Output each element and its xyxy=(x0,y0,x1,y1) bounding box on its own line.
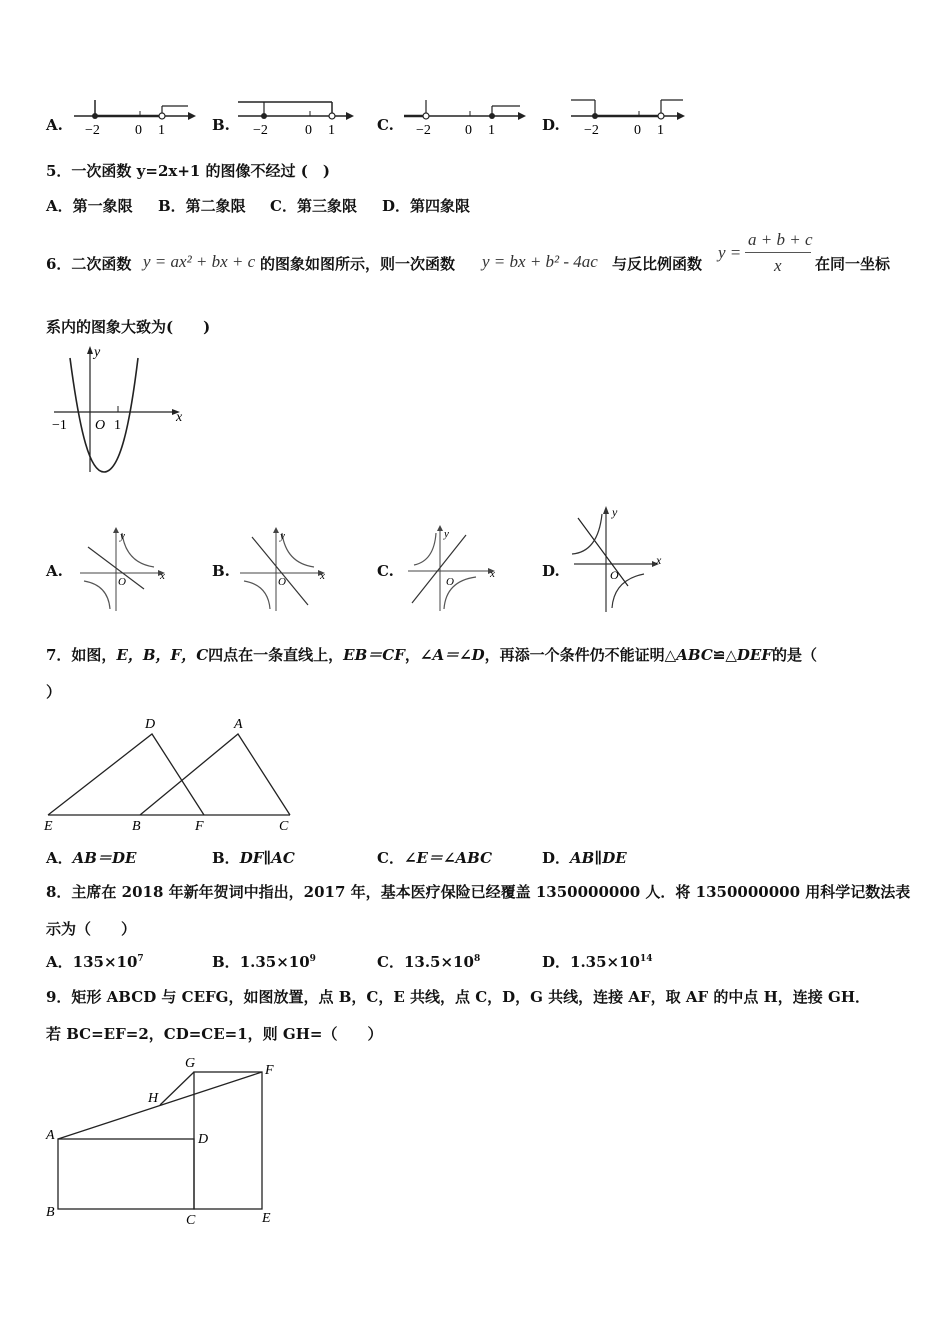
q6-option-c-graph xyxy=(404,525,504,615)
q9-stem-line2: 若 BC=EF=2，CD=CE=1，则 GH=（ ） xyxy=(46,1025,383,1043)
q8-option-d[interactable]: D．$1.35\times 10^{14}$ xyxy=(542,953,653,971)
q6-inverse-numerator: a + b + c xyxy=(748,230,813,249)
q6-line2: 系内的图象大致为( ) xyxy=(46,318,211,336)
svg-text:O: O xyxy=(118,576,126,588)
svg-text:−2: −2 xyxy=(584,123,599,138)
q7-option-c[interactable]: C．∠E＝∠ABC xyxy=(377,849,493,867)
q8-option-c[interactable]: C．$13.5\times 10^8$ xyxy=(377,953,481,971)
svg-text:O: O xyxy=(278,576,286,588)
svg-text:O: O xyxy=(95,418,106,433)
q5-stem: 5．一次函数 y=2x+1 的图像不经过 ( ) xyxy=(46,162,330,180)
q6-inverse-lhs: y = xyxy=(718,243,742,262)
svg-text:y: y xyxy=(94,345,101,360)
q9-rectangles-figure xyxy=(44,1052,289,1232)
q6-option-d-graph xyxy=(568,504,678,616)
tick-neg2: −2 xyxy=(85,123,100,138)
q7-stem-line1: 7．如图，E，B，F，C四点在一条直线上，EB＝CF，∠A＝∠D，再添一个条件仍不能证明△ABC≌△DEF的是（ xyxy=(46,646,817,664)
q6-option-b-label[interactable]: B. xyxy=(212,562,230,580)
svg-text:A: A xyxy=(46,1128,55,1143)
q5-option-d[interactable]: D．第四象限 xyxy=(382,197,471,215)
svg-text:D: D xyxy=(198,1132,209,1147)
svg-text:F: F xyxy=(195,819,204,834)
tick-0: 0 xyxy=(135,123,142,138)
q7-triangles-figure xyxy=(44,712,294,834)
q4-option-a-number-line xyxy=(74,96,199,138)
svg-text:−2: −2 xyxy=(253,123,268,138)
q8-stem-line2: 示为（ ） xyxy=(46,920,137,938)
svg-text:1: 1 xyxy=(657,123,664,138)
q6-mid2: 与反比例函数 xyxy=(612,255,703,273)
q6-parabola-graph xyxy=(50,344,190,479)
q4-option-a-label[interactable]: A. xyxy=(46,116,63,134)
q7-stem-line2: ） xyxy=(46,683,62,701)
svg-text:y: y xyxy=(120,530,125,542)
q7-option-b[interactable]: B．DF∥AC xyxy=(212,849,295,867)
q4-option-b-label[interactable]: B. xyxy=(212,116,230,134)
svg-text:x: x xyxy=(490,568,495,580)
tick-1: 1 xyxy=(158,123,165,138)
q7-option-a[interactable]: A．AB＝DE xyxy=(46,849,137,867)
q6-option-a-graph xyxy=(76,527,176,615)
svg-text:0: 0 xyxy=(634,123,641,138)
q5-option-a[interactable]: A．第一象限 xyxy=(46,197,133,215)
q6-linear-formula: y = bx + b² - 4ac xyxy=(482,252,598,271)
q4-option-d-number-line xyxy=(571,96,696,138)
svg-text:C: C xyxy=(279,819,289,834)
q6-mid1: 的图象如图所示，则一次函数 xyxy=(260,255,456,273)
svg-text:H: H xyxy=(148,1091,159,1106)
svg-text:1: 1 xyxy=(488,123,495,138)
q6-option-b-graph xyxy=(236,527,336,615)
svg-text:x: x xyxy=(176,410,183,425)
svg-text:x: x xyxy=(656,553,662,567)
q6-quadratic-formula: y = ax² + bx + c xyxy=(143,252,256,271)
q4-option-c-number-line xyxy=(404,96,529,138)
q8-stem-line1: 8．主席在 2018 年新年贺词中指出，2017 年，基本医疗保险已经覆盖 1350000000 人．将 1350000000 用科学记数法表 xyxy=(46,883,911,901)
svg-text:−2: −2 xyxy=(416,123,431,138)
svg-text:y: y xyxy=(444,528,449,540)
svg-text:−1: −1 xyxy=(52,418,67,433)
q4-option-d-label[interactable]: D. xyxy=(542,116,560,134)
svg-text:x: x xyxy=(160,570,165,582)
q5-option-c[interactable]: C．第三象限 xyxy=(270,197,357,215)
svg-text:A: A xyxy=(234,717,243,732)
svg-text:F: F xyxy=(265,1063,274,1078)
q5-option-b[interactable]: B．第二象限 xyxy=(158,197,246,215)
svg-text:0: 0 xyxy=(465,123,472,138)
svg-text:E: E xyxy=(44,819,53,834)
q6-inverse-denominator: x xyxy=(774,256,782,275)
svg-text:O: O xyxy=(610,568,619,582)
svg-text:G: G xyxy=(185,1056,196,1071)
svg-text:O: O xyxy=(446,576,454,588)
svg-text:D: D xyxy=(145,717,156,732)
q4-option-b-number-line xyxy=(238,96,363,138)
svg-text:C: C xyxy=(186,1213,196,1228)
q6-option-c-label[interactable]: C. xyxy=(377,562,394,580)
svg-text:E: E xyxy=(262,1211,271,1226)
svg-text:x: x xyxy=(320,570,325,582)
svg-text:B: B xyxy=(46,1205,55,1220)
svg-text:B: B xyxy=(132,819,141,834)
q6-option-a-label[interactable]: A. xyxy=(46,562,63,580)
svg-text:0: 0 xyxy=(305,123,312,138)
svg-text:1: 1 xyxy=(328,123,335,138)
fraction-bar xyxy=(745,252,811,253)
q8-option-a[interactable]: A．$135\times 10^7$ xyxy=(46,953,144,971)
q6-option-d-label[interactable]: D. xyxy=(542,562,560,580)
svg-text:y: y xyxy=(280,530,285,542)
q9-stem-line1: 9．矩形 ABCD 与 CEFG，如图放置，点 B，C，E 共线，点 C，D，G 共线，连接 AF，取 AF 的中点 H，连接 GH． xyxy=(46,988,871,1006)
svg-text:y: y xyxy=(612,505,618,519)
q6-prefix: 6．二次函数 xyxy=(46,255,132,273)
q6-suffix: 在同一坐标 xyxy=(815,255,891,273)
q4-option-c-label[interactable]: C. xyxy=(377,116,394,134)
q7-option-d[interactable]: D．AB∥DE xyxy=(542,849,627,867)
q8-option-b[interactable]: B．$1.35\times 10^9$ xyxy=(212,953,316,971)
svg-text:1: 1 xyxy=(114,418,121,433)
